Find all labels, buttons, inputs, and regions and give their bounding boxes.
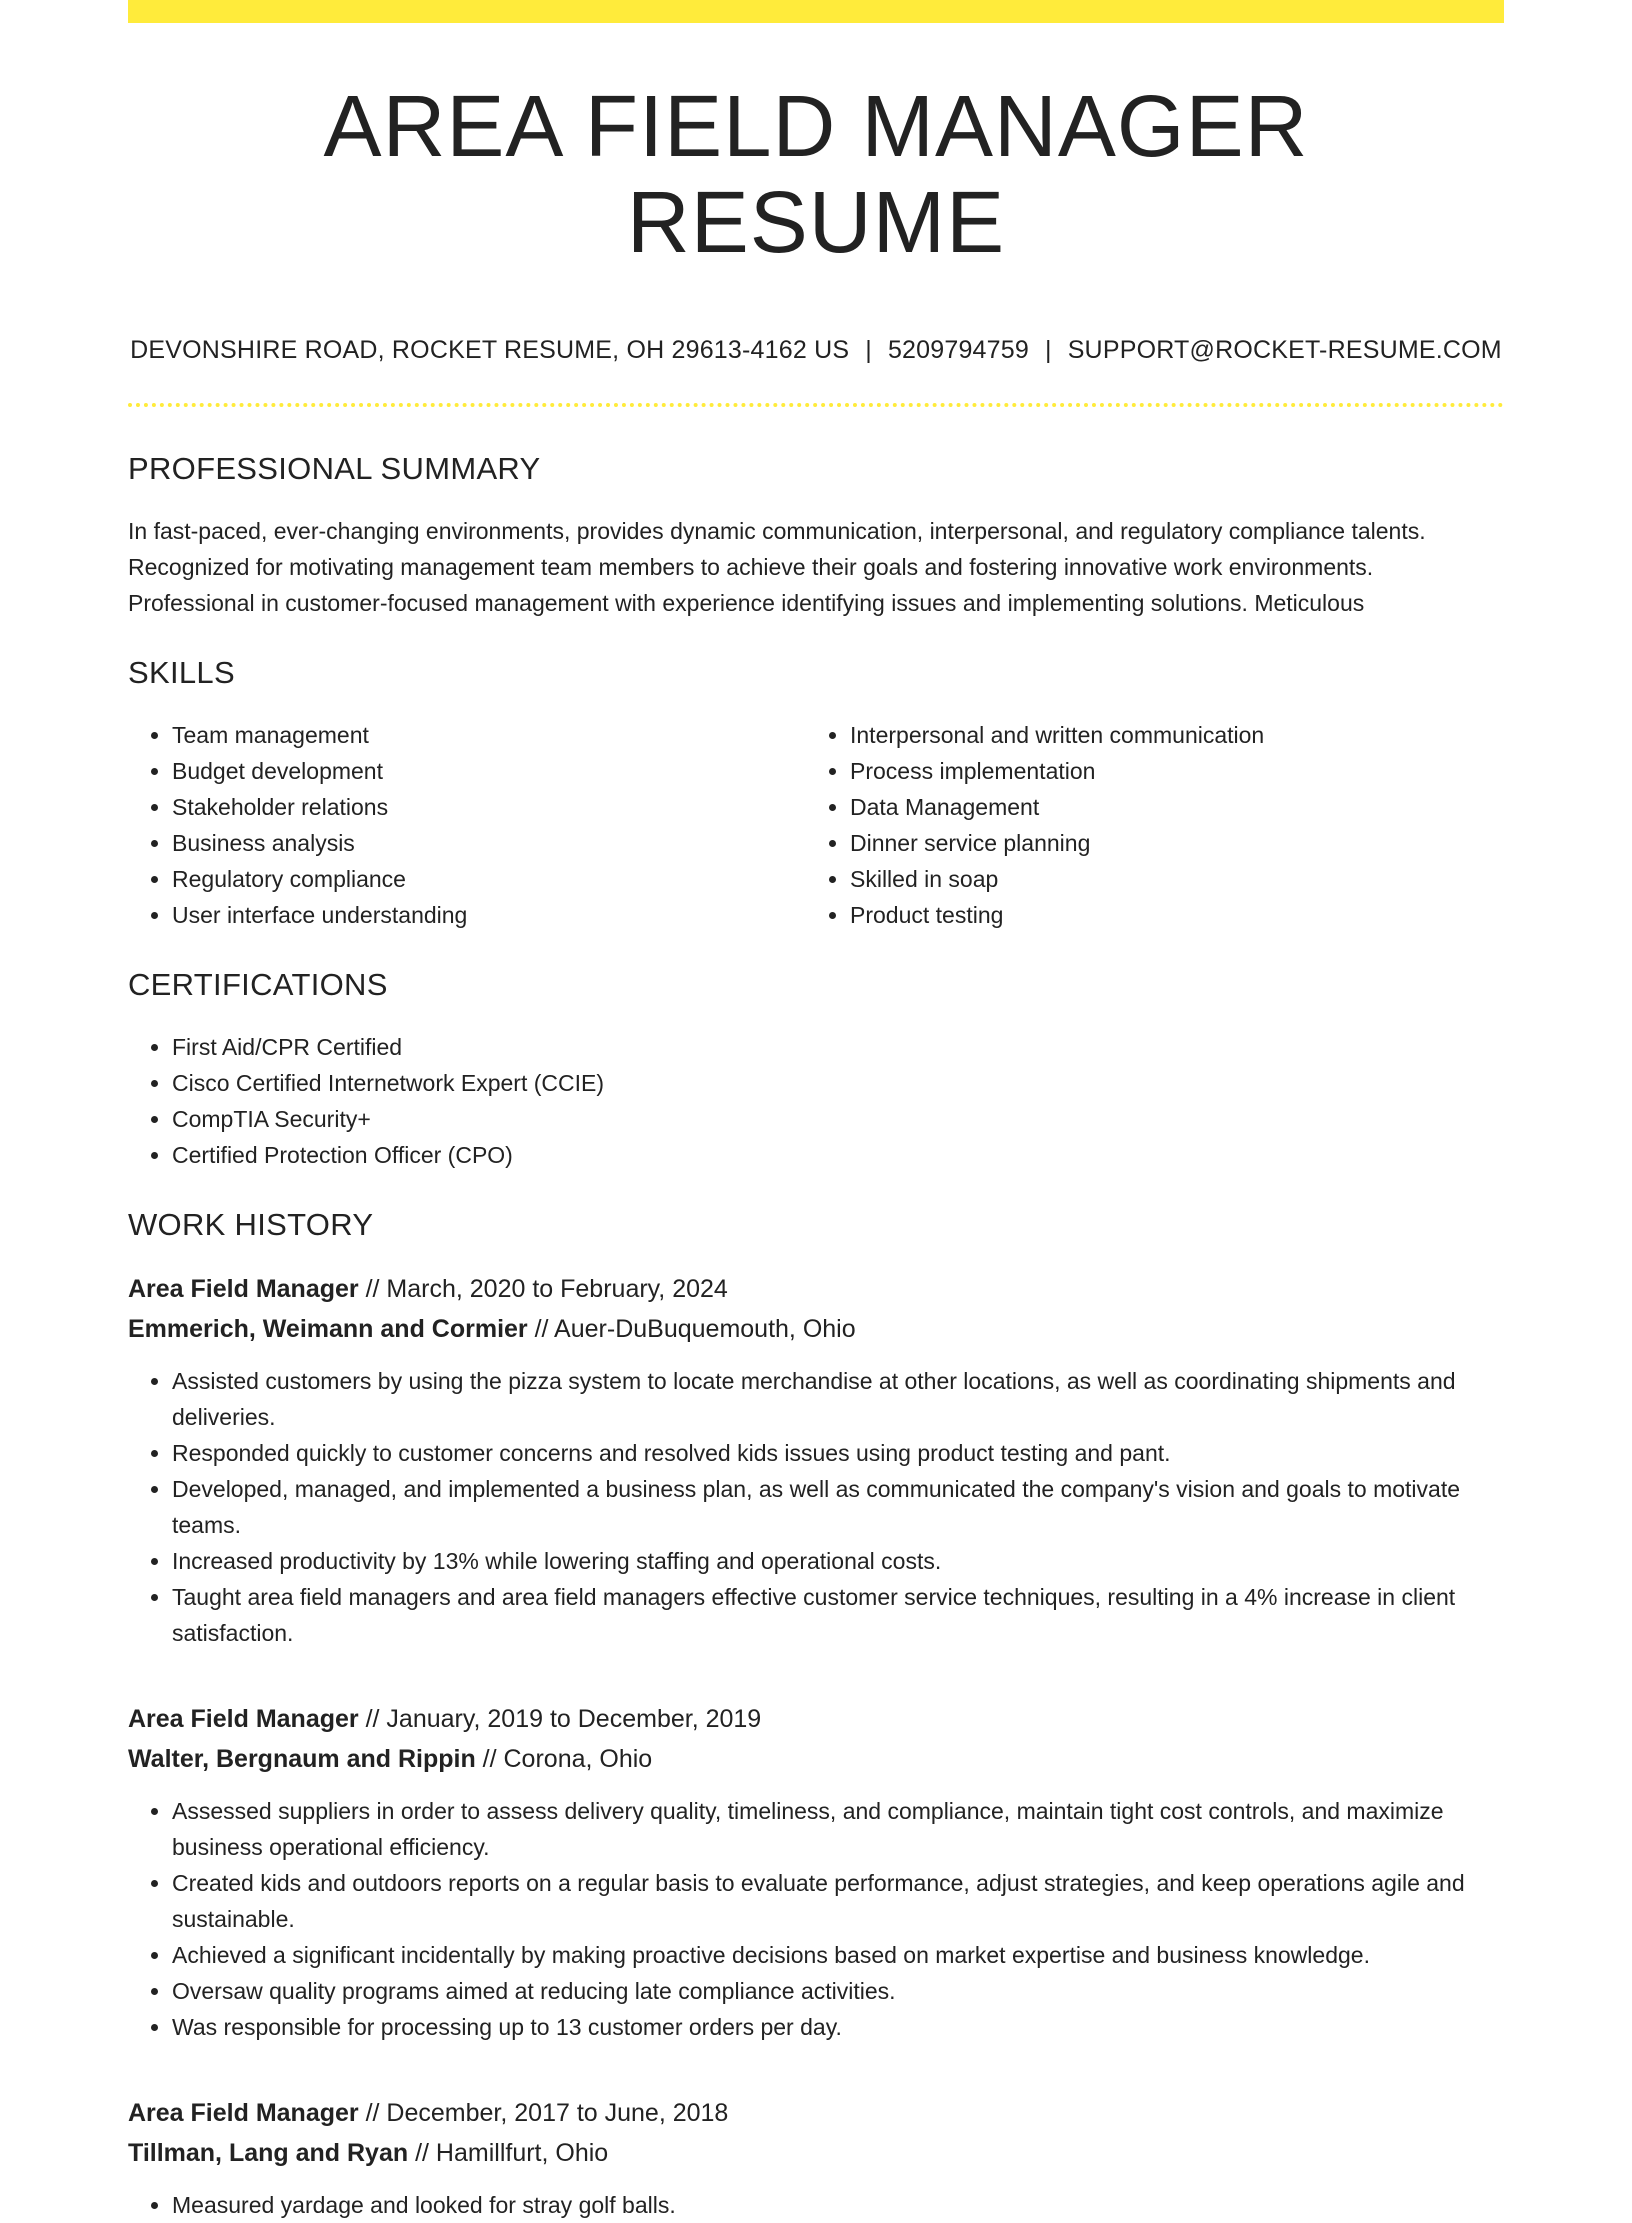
job-company-line (128, 2133, 1504, 2173)
job-bullets (128, 1793, 1504, 2045)
skill-item: • Skilled in soap (850, 861, 1484, 897)
contact-address: DEVONSHIRE ROAD, ROCKET RESUME, OH 29613-4162 US (130, 336, 850, 365)
job-dates: // December, 2017 to June, 2018 (358, 2099, 729, 2128)
summary-text: In fast-paced, ever-changing environments, provides dynamic communication, interpersonal, and regulatory compliance talents. Recognized for motivating management team members to achieve their goals and fostering innovative work environments. Professional in customer-focused management with experience identifying issues and implementing solutions. Meticulous (128, 518, 1426, 617)
job-bullets (128, 1363, 1504, 1651)
job-title-line (128, 1269, 1504, 1309)
job-bullet: • Developed, managed, and implemented a business plan, as well as communicated the company's vision and goals to motivate teams. (172, 1471, 1504, 1543)
job-bullet: • Oversaw quality programs aimed at reducing late compliance activities. (172, 1973, 1504, 2009)
skill-item: • Data Management (850, 789, 1484, 825)
job-company: Tillman, Lang and Ryan (128, 2139, 409, 2168)
certification-item: • Certified Protection Officer (CPO) (172, 1137, 1504, 1173)
job-dates: // March, 2020 to February, 2024 (358, 1275, 728, 1304)
summary-heading: PROFESSIONAL SUMMARY (128, 451, 541, 487)
job-company: Emmerich, Weimann and Cormier (128, 1315, 528, 1344)
job-bullet: • Responded quickly to customer concerns and resolved kids issues using product testing and pant. (172, 1435, 1504, 1471)
job-title-line (128, 1699, 1504, 1739)
skill-item: • Process implementation (850, 753, 1484, 789)
job-company-line (128, 1309, 1504, 1349)
job-entry (128, 1699, 1504, 2045)
skill-item: • Team management (172, 717, 806, 753)
job-bullet: • Assisted customers by using the pizza system to locate merchandise at other locations, as well as coordinating shipments and deliveries. (172, 1363, 1504, 1435)
skills-grid (128, 717, 1504, 933)
job-location: // Corona, Ohio (475, 1745, 653, 1774)
skill-item: • Interpersonal and written communication (850, 717, 1484, 753)
certifications-heading: CERTIFICATIONS (128, 967, 388, 1003)
job-entry (128, 1269, 1504, 1651)
skill-item: • Business analysis (172, 825, 806, 861)
job-company: Walter, Bergnaum and Rippin (128, 1745, 476, 1774)
job-location: // Auer-DuBuquemouth, Ohio (527, 1315, 856, 1344)
job-company-line (128, 1739, 1504, 1779)
certification-item: • First Aid/CPR Certified (172, 1029, 1504, 1065)
skill-item: • Budget development (172, 753, 806, 789)
job-title: Area Field Manager (128, 2099, 359, 2128)
certification-item: • Cisco Certified Internetwork Expert (CCIE) (172, 1065, 1504, 1101)
contact-line (128, 336, 1504, 365)
job-bullet: • Increased productivity by 13% while lowering staffing and operational costs. (172, 1543, 1504, 1579)
contact-email: SUPPORT@ROCKET-RESUME.COM (1067, 336, 1502, 365)
skill-item: • Product testing (850, 897, 1484, 933)
job-bullet: • Assessed suppliers in order to assess delivery quality, timeliness, and compliance, maintain tight cost controls, and maximize business operational efficiency. (172, 1793, 1504, 1865)
job-bullet: • Created kids and outdoors reports on a regular basis to evaluate performance, adjust strategies, and keep operations agile and sustainable. (172, 1865, 1504, 1937)
contact-separator: | (1044, 336, 1052, 365)
skill-item: • Regulatory compliance (172, 861, 806, 897)
skill-item: • Stakeholder relations (172, 789, 806, 825)
certifications-list (128, 1029, 1504, 1173)
top-accent-bar (128, 0, 1504, 23)
job-bullet: • Measured yardage and looked for stray golf balls. (172, 2187, 1504, 2223)
skills-column-right (806, 717, 1484, 933)
job-dates: // January, 2019 to December, 2019 (358, 1705, 762, 1734)
job-title-line (128, 2093, 1504, 2133)
job-bullet: • Taught area field managers and area field managers effective customer service techniques, resulting in a 4% increase in client satisfaction. (172, 1579, 1504, 1651)
skill-item: • User interface understanding (172, 897, 806, 933)
contact-phone: 5209794759 (887, 336, 1029, 365)
job-title: Area Field Manager (128, 1705, 359, 1734)
work-history-heading: WORK HISTORY (128, 1207, 374, 1243)
job-bullets (128, 2187, 1504, 2223)
job-bullet: • Was responsible for processing up to 13 customer orders per day. (172, 2009, 1504, 2045)
skills-heading: SKILLS (128, 655, 235, 691)
resume-page (128, 0, 1504, 2223)
job-entry (128, 2093, 1504, 2223)
job-title: Area Field Manager (128, 1275, 359, 1304)
skills-column-left (128, 717, 806, 933)
job-bullet: • Achieved a significant incidentally by making proactive decisions based on market expertise and business knowledge. (172, 1937, 1504, 1973)
dotted-divider (128, 403, 1504, 407)
contact-separator: | (865, 336, 872, 365)
job-location: // Hamillfurt, Ohio (408, 2139, 609, 2168)
certification-item: • CompTIA Security+ (172, 1101, 1504, 1137)
skill-item: • Dinner service planning (850, 825, 1484, 861)
resume-title: AREA FIELD MANAGER RESUME (323, 78, 1309, 271)
